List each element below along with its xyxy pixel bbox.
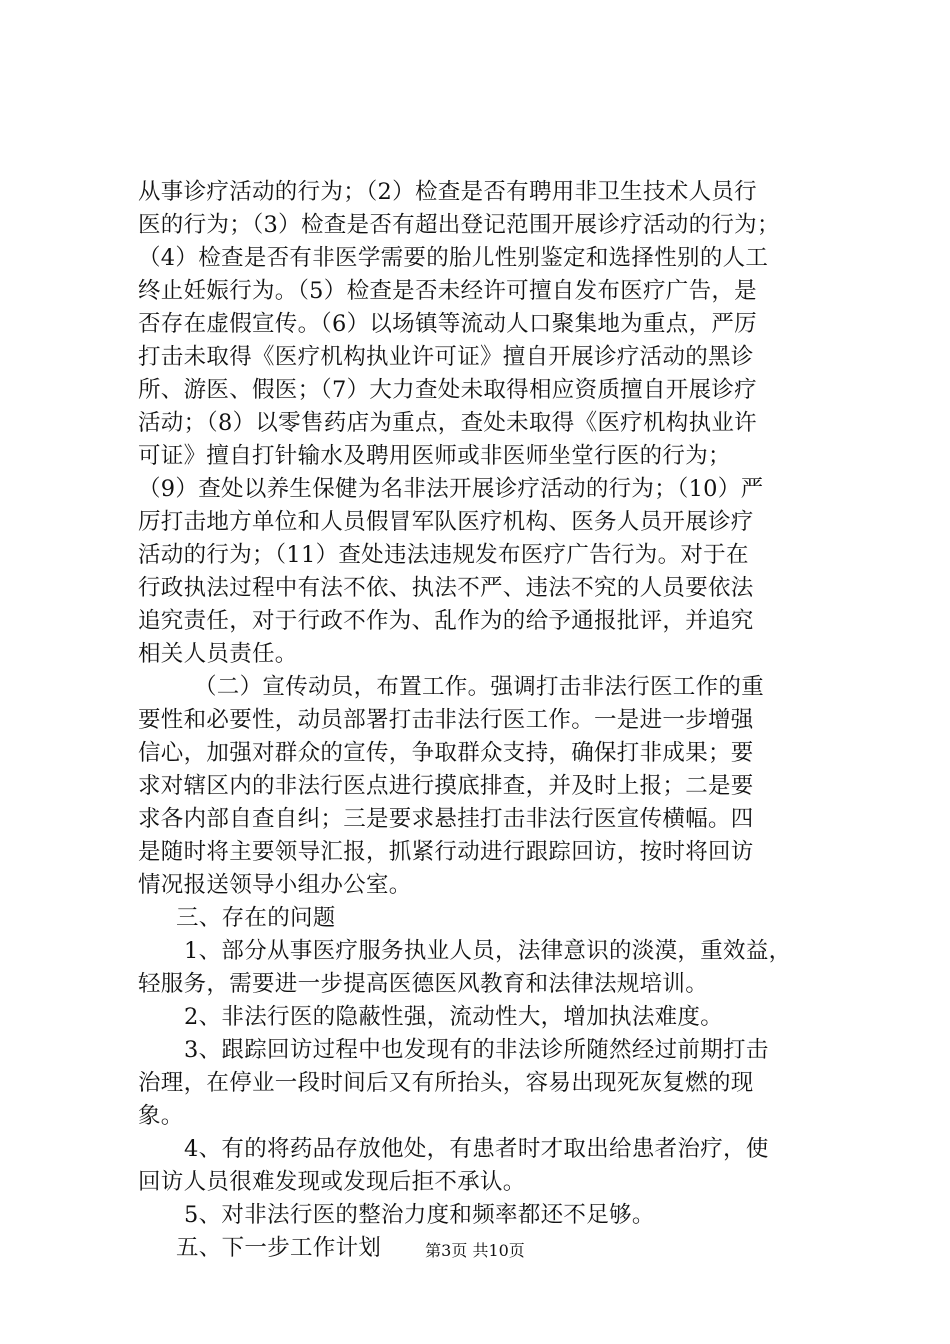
text-line: 否存在虚假宣传。（6）以场镇等流动人口聚集地为重点，严厉 [138, 311, 757, 337]
text-line: 是随时将主要领导汇报，抓紧行动进行跟踪回访，按时将回访 [138, 839, 754, 865]
page-number-label: 第3页 共10页 [425, 1241, 525, 1260]
text-line: 活动；（8）以零售药店为重点，查处未取得《医疗机构执业许 [138, 410, 757, 436]
text-line: 厉打击地方单位和人员假冒军队医疗机构、医务人员开展诊疗 [138, 509, 754, 535]
text-line: 情况报送领导小组办公室。 [138, 872, 412, 898]
paragraph-start-line: （二）宣传动员，布置工作。强调打击非法行医工作的重 [194, 674, 765, 700]
text-line: 终止妊娠行为。（5）检查是否未经许可擅自发布医疗广告，是 [138, 278, 757, 304]
page-footer [0, 1241, 950, 1261]
paragraph-start-line: 4、有的将药品存放他处，有患者时才取出给患者治疗，使 [184, 1136, 769, 1162]
document-body [138, 176, 838, 1265]
text-line: 从事诊疗活动的行为；（2）检查是否有聘用非卫生技术人员行 [138, 179, 757, 205]
text-line: 求对辖区内的非法行医点进行摸底排查，并及时上报；二是要 [138, 773, 754, 799]
text-line: 求各内部自查自纠；三是要求悬挂打击非法行医宣传横幅。四 [138, 806, 754, 832]
text-line: 活动的行为；（11）查处违法违规发布医疗广告行为。对于在 [138, 542, 749, 568]
text-line: 医的行为；（3）检查是否有超出登记范围开展诊疗活动的行为； [138, 212, 780, 238]
text-line: 信心，加强对群众的宣传，争取群众支持，确保打非成果；要 [138, 740, 754, 766]
paragraph-start-line: 2、非法行医的隐蔽性强，流动性大，增加执法难度。 [184, 1004, 724, 1030]
paragraph-start-line: 5、对非法行医的整治力度和频率都还不足够。 [184, 1202, 655, 1228]
text-line: 所、游医、假医；（7）大力查处未取得相应资质擅自开展诊疗 [138, 377, 757, 403]
text-line: 治理，在停业一段时间后又有所抬头，容易出现死灰复燃的现 [138, 1070, 754, 1096]
section-heading: 三、存在的问题 [176, 905, 336, 931]
text-line: 行政执法过程中有法不依、执法不严、违法不究的人员要依法 [138, 575, 754, 601]
text-line: 回访人员很难发现或发现后拒不承认。 [138, 1169, 526, 1195]
paragraph-start-line: 1、部分从事医疗服务执业人员，法律意识的淡漠，重效益， [184, 938, 792, 964]
text-line: 轻服务，需要进一步提高医德医风教育和法律法规培训。 [138, 971, 709, 997]
text-line: 追究责任，对于行政不作为、乱作为的给予通报批评，并追究 [138, 608, 754, 634]
paragraph-start-line: 3、跟踪回访过程中也发现有的非法诊所随然经过前期打击 [184, 1037, 769, 1063]
text-line: （9）查处以养生保健为名非法开展诊疗活动的行为；（10）严 [138, 476, 764, 502]
section-heading: 五、下一步工作计划 [176, 1235, 382, 1261]
text-line: 相关人员责任。 [138, 641, 298, 667]
text-line: 要性和必要性，动员部署打击非法行医工作。一是进一步增强 [138, 707, 754, 733]
text-line: 可证》擅自打针输水及聘用医师或非医师坐堂行医的行为； [138, 443, 731, 469]
text-line: 象。 [138, 1103, 184, 1129]
text-line: 打击未取得《医疗机构执业许可证》擅自开展诊疗活动的黑诊 [138, 344, 754, 370]
text-line: （4）检查是否有非医学需要的胎儿性别鉴定和选择性别的人工 [138, 245, 769, 271]
